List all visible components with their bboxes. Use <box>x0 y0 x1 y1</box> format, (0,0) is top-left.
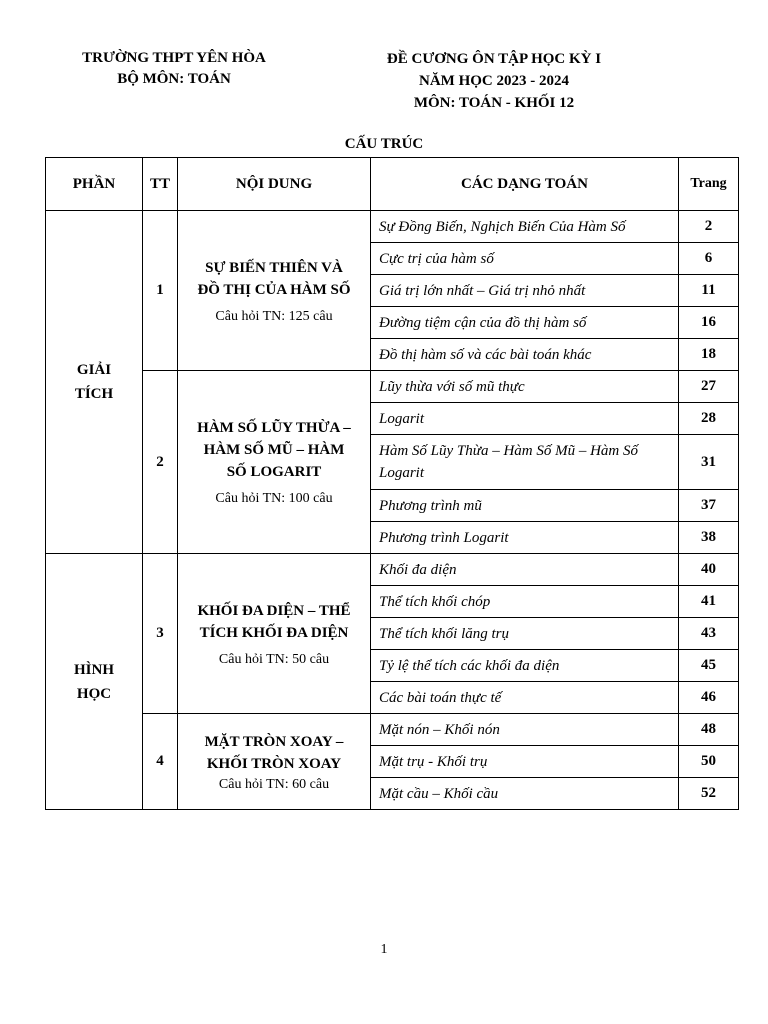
page-number: 1 <box>380 942 388 957</box>
page-ref: 40 <box>679 554 739 586</box>
problem-type: Khối đa diện <box>371 554 679 586</box>
page-ref: 11 <box>679 275 739 307</box>
problem-type: Mặt nón – Khối nón <box>371 714 679 746</box>
page-ref: 27 <box>679 371 739 403</box>
header-page: Trang <box>679 158 739 211</box>
question-count: Câu hỏi TN: 100 câu <box>215 491 333 506</box>
page-ref: 46 <box>679 682 739 714</box>
problem-type: Mặt cầu – Khối cầu <box>371 778 679 810</box>
document-header <box>360 48 628 114</box>
problem-type: Đường tiệm cận của đồ thị hàm số <box>371 307 679 339</box>
topic-title: SỰ BIẾN THIÊN VÀ <box>205 259 343 276</box>
topic-title: SỐ LOGARIT <box>226 464 322 480</box>
problem-type: Thể tích khối chóp <box>371 586 679 618</box>
topic-number: 1 <box>143 211 178 371</box>
problem-type: Phương trình mũ <box>371 490 679 522</box>
table-row <box>46 371 739 403</box>
problem-type: Hàm Số Lũy Thừa – Hàm Số Mũ – Hàm Số Logarit <box>371 435 679 490</box>
problem-type: Các bài toán thực tế <box>371 682 679 714</box>
problem-type: Đồ thị hàm số và các bài toán khác <box>371 339 679 371</box>
problem-type: Thể tích khối lăng trụ <box>371 618 679 650</box>
problem-type: Mặt trụ - Khối trụ <box>371 746 679 778</box>
topic-cell <box>178 714 371 810</box>
page-ref: 18 <box>679 339 739 371</box>
subject-grade: MÔN: TOÁN - KHỐI 12 <box>413 95 575 111</box>
problem-type: Lũy thừa với số mũ thực <box>371 371 679 403</box>
problem-type: Sự Đồng Biến, Nghịch Biến Của Hàm Số <box>371 211 679 243</box>
topic-title: TÍCH KHỐI ĐA DIỆN <box>199 624 349 641</box>
topic-cell <box>178 371 371 554</box>
department-name: BỘ MÔN: TOÁN <box>117 71 231 87</box>
part-cell-geometry <box>46 554 143 810</box>
problem-type: Giá trị lớn nhất – Giá trị nhỏ nhất <box>371 275 679 307</box>
table-header-row <box>46 158 739 211</box>
page-ref: 43 <box>679 618 739 650</box>
table-row <box>46 554 739 586</box>
topic-title: ĐỒ THỊ CỦA HÀM SỐ <box>197 281 351 298</box>
header-part: PHẦN <box>46 158 143 211</box>
part-label: HỌC <box>76 685 112 702</box>
topic-title: HÀM SỐ LŨY THỪA – <box>197 420 351 436</box>
page-ref: 45 <box>679 650 739 682</box>
page-ref: 2 <box>679 211 739 243</box>
page-ref: 52 <box>679 778 739 810</box>
page-ref: 37 <box>679 490 739 522</box>
school-name: TRƯỜNG THPT YÊN HÒA <box>82 50 266 66</box>
page-ref: 31 <box>679 435 739 490</box>
problem-type: Logarit <box>371 403 679 435</box>
page-ref: 16 <box>679 307 739 339</box>
topic-cell <box>178 554 371 714</box>
topic-title: HÀM SỐ MŨ – HÀM <box>203 442 345 458</box>
question-count: Câu hỏi TN: 50 câu <box>218 651 330 667</box>
part-label: GIẢI <box>76 362 112 378</box>
document-title: ĐỀ CƯƠNG ÔN TẬP HỌC KỲ I <box>386 51 602 67</box>
topic-title: MẶT TRÒN XOAY – <box>204 733 344 750</box>
topic-title: KHỐI ĐA DIỆN – THỂ <box>197 602 351 619</box>
page-ref: 41 <box>679 586 739 618</box>
question-count: Câu hỏi TN: 125 câu <box>215 308 333 324</box>
section-title: CẤU TRÚC <box>344 136 424 152</box>
page-ref: 38 <box>679 522 739 554</box>
part-label: HÌNH <box>73 661 114 678</box>
problem-type: Phương trình Logarit <box>371 522 679 554</box>
problem-type: Cực trị của hàm số <box>371 243 679 275</box>
topic-number: 3 <box>143 554 178 714</box>
part-label: TÍCH <box>74 386 114 402</box>
page-ref: 50 <box>679 746 739 778</box>
topic-cell <box>178 211 371 371</box>
table-row <box>46 211 739 243</box>
table-row <box>46 714 739 746</box>
school-year: NĂM HỌC 2023 - 2024 <box>419 73 569 89</box>
page-ref: 28 <box>679 403 739 435</box>
header-content: NỘI DUNG <box>178 158 371 211</box>
topic-number: 4 <box>143 714 178 810</box>
question-count: Câu hỏi TN: 60 câu <box>218 776 330 792</box>
school-header <box>60 48 288 90</box>
topic-number: 2 <box>143 371 178 554</box>
header-tt: TT <box>143 158 178 211</box>
outline-table <box>45 157 739 810</box>
part-cell-analysis <box>46 211 143 554</box>
problem-type: Tỷ lệ thể tích các khối đa diện <box>371 650 679 682</box>
page-ref: 48 <box>679 714 739 746</box>
header-types: CÁC DẠNG TOÁN <box>371 158 679 211</box>
page-ref: 6 <box>679 243 739 275</box>
topic-title: KHỐI TRÒN XOAY <box>206 755 342 772</box>
